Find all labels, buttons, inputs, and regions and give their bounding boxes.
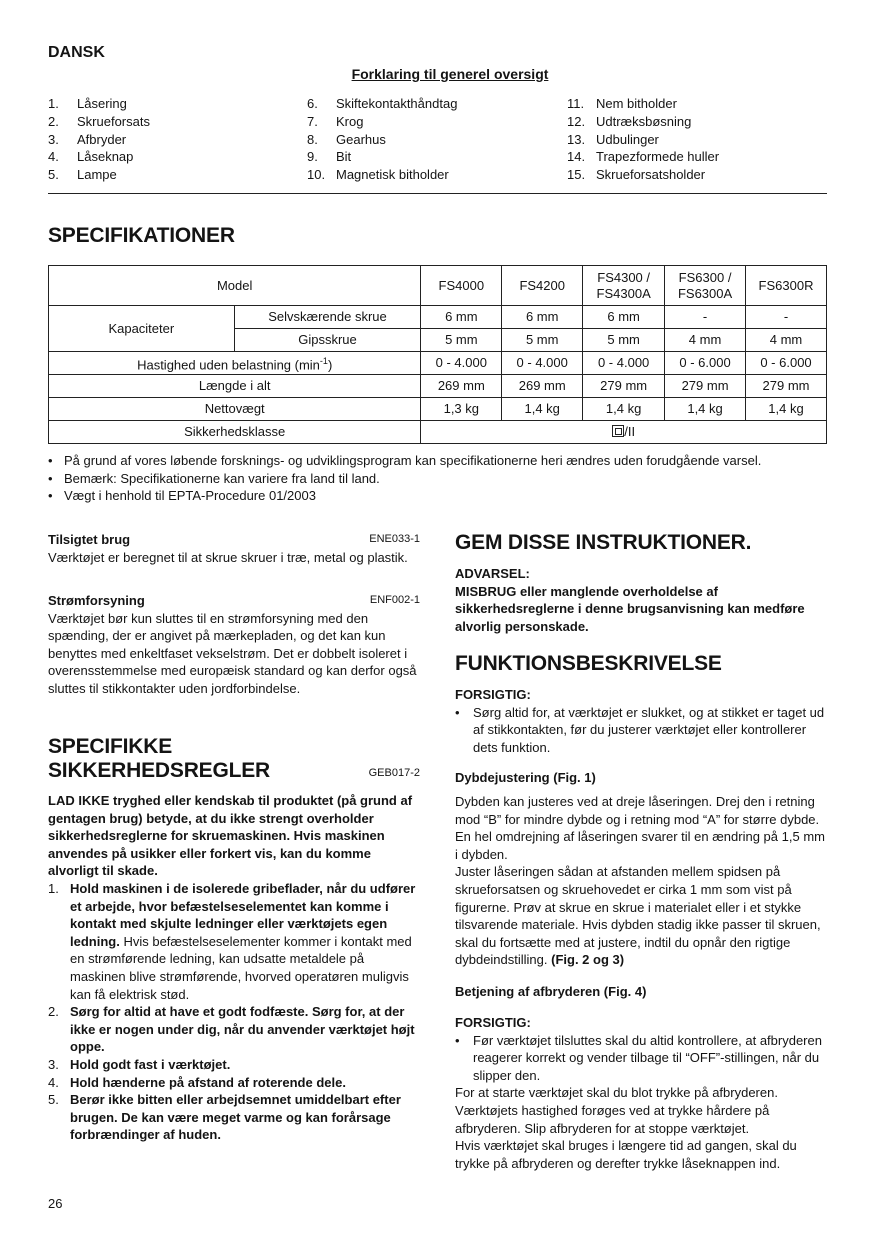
table-cell: 4 mm <box>665 329 746 352</box>
table-cell: 6 mm <box>502 306 583 329</box>
overview-item: 11. Nem bitholder <box>567 96 677 111</box>
intended-use-section <box>48 531 420 566</box>
table-row <box>49 352 827 375</box>
caution-label: FORSIGTIG: <box>455 1015 531 1030</box>
weight-label: Nettovægt <box>49 398 421 421</box>
safety-intro: LAD IKKE tryghed eller kendskab til produktet (på grund af gentagen brug) betyde, at du ikke strengt overholder sikkerhedsreglerne for skruemaskinen. Hvis maskinen anvendes på usikker eller forkert vis, kan du komme alvorligt til skade. <box>48 793 413 879</box>
table-cell: 1,4 kg <box>583 398 665 421</box>
table-cell: 0 - 6.000 <box>746 352 827 375</box>
overview-item: 3. Afbryder <box>48 131 127 147</box>
table-cell: 269 mm <box>502 375 583 398</box>
overview-item: 1. Låsering <box>48 96 127 111</box>
overview-item: 14. Trapezformede huller <box>567 149 720 165</box>
warning-block <box>455 565 827 635</box>
model-cell: FS6300 / FS6300A <box>665 266 746 306</box>
table-cell: 269 mm <box>421 375 502 398</box>
power-heading: Strømforsyning ENF002-1 <box>48 593 420 608</box>
overview-item: 6. Skiftekontakthåndtag <box>307 96 458 111</box>
overview-item: 2. Skrueforsats <box>48 113 150 129</box>
table-cell: 5 mm <box>583 329 665 352</box>
save-instructions-heading: GEM DISSE INSTRUKTIONER. <box>455 531 752 554</box>
table-cell: 1,4 kg <box>502 398 583 421</box>
table-cell: 6 mm <box>421 306 502 329</box>
overview-title: Forklaring til generel oversigt <box>351 66 549 82</box>
table-cell: 0 - 4.000 <box>421 352 502 375</box>
specification-notes <box>48 452 838 505</box>
table-row <box>49 266 827 306</box>
overview-item: 9. Bit <box>307 149 352 165</box>
table-cell: 1,4 kg <box>746 398 827 421</box>
list-item: • Før værktøjet tilsluttes skal du altid kontrollere, at afbryderen reagerer korrekt og vender tilbage til “OFF”-stillingen, når du slipper den. <box>455 1032 822 1083</box>
table-cell: 0 - 4.000 <box>502 352 583 375</box>
warning-label: ADVARSEL: <box>455 566 530 581</box>
drywall-label: Gipsskrue <box>234 329 421 352</box>
overview-item: 15. Skrueforsatsholder <box>567 167 706 183</box>
capacity-label: Kapaciteter <box>49 306 235 352</box>
overview-item: 12. Udtræksbøsning <box>567 113 692 129</box>
list-item: • Vægt i henhold til EPTA-Procedure 01/2003 <box>48 488 316 504</box>
model-label: Model <box>49 266 421 306</box>
list-item: • På grund af vores løbende forsknings- og udviklingsprogram kan specifikationerne heri ændres uden forudgående varsel. <box>48 453 762 468</box>
overview-item: 8. Gearhus <box>307 131 386 147</box>
safety-rule-item: 3. Hold godt fast i værktøjet. <box>48 1056 231 1072</box>
length-label: Længde i alt <box>49 375 421 398</box>
table-cell: 279 mm <box>746 375 827 398</box>
list-item: • Sørg altid for, at værktøjet er slukket, og at stikket er taget ud af stikkontakten, før du justerer værktøjet eller kontrollerer dets funktion. <box>455 704 825 755</box>
speed-label: Hastighed uden belastning $(\min^{-1})$ <box>49 352 421 375</box>
safety-class-label: Sikkerhedsklasse <box>49 421 421 444</box>
safety-rule-item: 1. Hold maskinen i de isolerede gribeflader, når du udfører et arbejde, hvor befæstelseselementet kan komme i kontakt med skjulte ledninger eller værktøjets egen ledning. Hvis befæstelseselementer kommer i kontakt med en strømførende ledning, kan udsatte metaldele på maskinen blive strømførende, hvorved operatøren muligvis kan få elektrisk stød. <box>48 880 416 1002</box>
divider <box>48 193 827 194</box>
double-insulation-icon <box>612 425 624 437</box>
power-section <box>48 592 420 698</box>
page-number: 26 <box>48 1196 63 1211</box>
warning-text: MISBRUG eller manglende overholdelse af sikkerhedsreglerne i denne brugsanvisning kan medføre alvorlig personskade. <box>455 583 805 634</box>
overview-column-3 <box>567 95 719 184</box>
table-cell: - <box>746 306 827 329</box>
list-item: • Bemærk: Specifikationerne kan variere fra land til land. <box>48 470 380 486</box>
table-cell: 1,4 kg <box>665 398 746 421</box>
safety-rules-title: SPECIFIKKE SIKKERHEDSREGLER <box>48 735 270 782</box>
table-cell: 5 mm <box>421 329 502 352</box>
table-row <box>49 421 827 444</box>
specifications-table <box>48 265 827 444</box>
model-cell: FS6300R <box>746 266 827 306</box>
overview-column-1 <box>48 95 150 184</box>
table-cell: 279 mm <box>665 375 746 398</box>
table-cell: 0 - 4.000 <box>583 352 665 375</box>
safety-rules-heading <box>48 735 420 783</box>
safety-rule-item: 4. Hold hænderne på afstand af roterende dele. <box>48 1074 346 1090</box>
safety-rules-body <box>48 792 420 1144</box>
specifications-heading: SPECIFIKATIONER <box>48 224 235 247</box>
overview-item: 7. Krog <box>307 113 364 129</box>
table-cell: 6 mm <box>583 306 665 329</box>
intended-use-text: Værktøjet er beregnet til at skrue skruer i træ, metal og plastik. <box>48 549 408 565</box>
function-caution <box>455 686 827 756</box>
self-tapping-label: Selvskærende skrue <box>234 306 421 329</box>
depth-heading: Dybdejustering (Fig. 1) <box>455 770 596 785</box>
table-cell: 0 - 6.000 <box>665 352 746 375</box>
overview-column-2 <box>307 95 457 184</box>
table-row <box>49 375 827 398</box>
power-text: Værktøjet bør kun sluttes til en strømforsyning med den spænding, der er angivet på mærkepladen, og det kan kun benyttes med enkeltfaset vekselstrøm. Det er dobbelt isoleret i overensstemmelse med europæisk standard og kan derfor også sluttes til stikkontakter uden jordforbindelse. <box>48 610 417 696</box>
overview-item: 10. Magnetisk bitholder <box>307 167 449 183</box>
table-row <box>49 306 827 329</box>
overview-item: 5. Lampe <box>48 167 117 183</box>
safety-rules-code: GEB017-2 <box>368 767 420 779</box>
language-heading: DANSK <box>48 44 105 61</box>
intended-use-heading: Tilsigtet brug ENE033-1 <box>48 532 420 547</box>
table-cell: 279 mm <box>583 375 665 398</box>
safety-class-value: /II <box>421 421 827 444</box>
table-row <box>49 398 827 421</box>
overview-item: 4. Låseknap <box>48 149 134 165</box>
table-cell: - <box>665 306 746 329</box>
safety-rule-item: 2. Sørg for altid at have et godt fodfæste. Sørg for, at der ikke er nogen under dig, når du anvender værktøjet højt oppe. <box>48 1004 415 1055</box>
table-cell: 5 mm <box>502 329 583 352</box>
model-cell: FS4300 / FS4300A <box>583 266 665 306</box>
model-cell: FS4000 <box>421 266 502 306</box>
table-cell: 1,3 kg <box>421 398 502 421</box>
caution-label: FORSIGTIG: <box>455 687 531 702</box>
switch-text: FORSIGTIG: • Før værktøjet tilsluttes skal du altid kontrollere, at afbryderen reagerer korrekt og vender tilbage til “OFF”-stillingen, når du slipper den. For at starte værktøjet skal du blot trykke på afbryderen. Værktøjets hastighed forøges ved at trykke hårdere på afbryderen. Slip afbryderen for at stoppe værktøjet. Hvis værktøjet skal bruges i længere tid ad gangen, skal du trykke på afbryderen og derefter trykke låseknappen ind. <box>455 1014 827 1172</box>
switch-heading: Betjening af afbryderen (Fig. 4) <box>455 984 647 999</box>
depth-text: Dybden kan justeres ved at dreje låseringen. Drej den i retning mod “B” for mindre dybde og i retning mod “A” for større dybde. En hel omdrejning af låseringen svarer til en ændring på 1,5 mm i dybden. Juster låseringen sådan at afstanden mellem spidsen på skrueforsatsen og skruehovedet er cirka 1 mm som vist på figurerne. Prøv at skrue en skrue i materialet eller i et stykke tilsvarende materiale. Hvis dybden stadig ikke passer til skruen, skal du fortsætte med at justere, indtil du opnår den rigtige dybdeindstilling. (Fig. 2 og 3) <box>455 794 825 968</box>
overview-item: 13. Udbulinger <box>567 131 659 147</box>
table-cell: 4 mm <box>746 329 827 352</box>
model-cell: FS4200 <box>502 266 583 306</box>
function-heading: FUNKTIONSBESKRIVELSE <box>455 652 722 675</box>
safety-rule-item: 5. Berør ikke bitten eller arbejdsemnet umiddelbart efter brugen. De kan være meget varme og kan forårsage forbrændinger af huden. <box>48 1092 401 1143</box>
